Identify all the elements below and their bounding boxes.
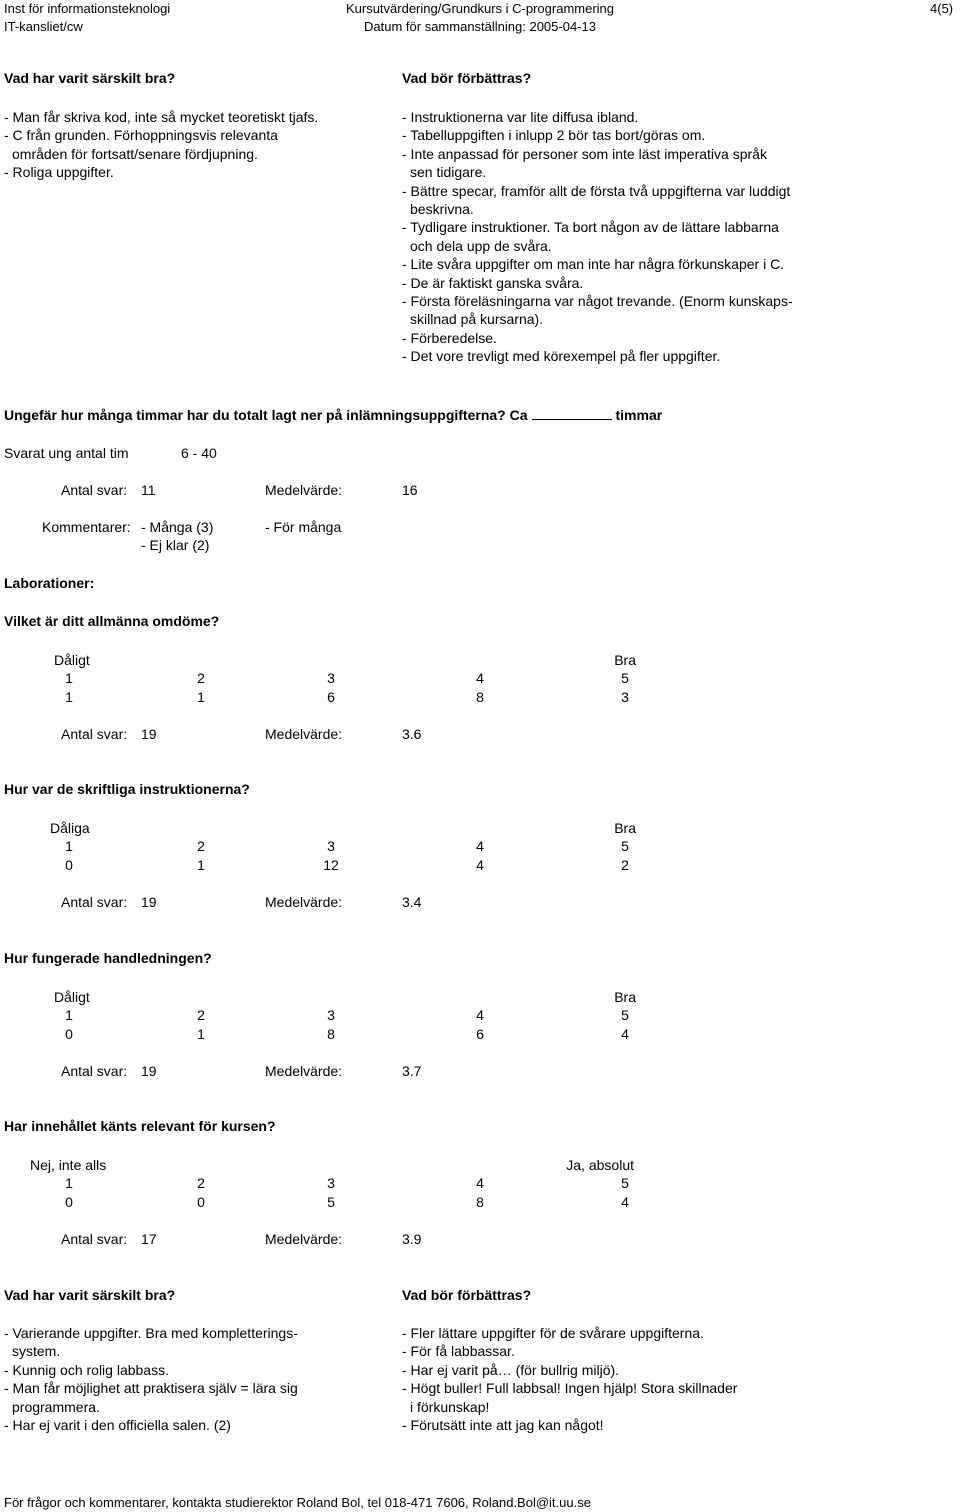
header-org-name: Inst för informationsteknologi bbox=[4, 1, 171, 16]
scale-value: 5 bbox=[621, 838, 629, 854]
section1-improve-list bbox=[402, 108, 793, 365]
scale-value: 4 bbox=[476, 838, 484, 854]
list-item: - Man får möjlighet att praktisera själv = lära sig bbox=[4, 1380, 298, 1397]
hours-question-text: Ungefär hur många timmar har du totalt lagt ner på inlämningsuppgifterna? Ca bbox=[4, 407, 528, 423]
response-count: 6 bbox=[327, 689, 335, 705]
section2-good-heading: Vad har varit särskilt bra? bbox=[4, 1287, 176, 1303]
response-count: 8 bbox=[476, 689, 484, 705]
count-label: Antal svar: bbox=[61, 726, 128, 742]
scale-high-label: Bra bbox=[614, 652, 636, 668]
scale-value: 4 bbox=[476, 670, 484, 686]
header-org bbox=[4, 0, 170, 37]
list-item: - Första föreläsningarna var något trevande. (Enorm kunskaps- bbox=[402, 292, 793, 309]
response-count: 3 bbox=[621, 689, 629, 705]
list-item: - Bättre specar, framför allt de första två uppgifterna var luddigt bbox=[402, 182, 791, 199]
hours-count-value: 11 bbox=[141, 482, 156, 498]
list-item: - Högt buller! Full labbsal! Ingen hjälp! Stora skillnader bbox=[402, 1380, 738, 1397]
list-item: områden för fortsatt/senare fördjupning. bbox=[12, 145, 258, 162]
count-label: Antal svar: bbox=[61, 1231, 128, 1247]
mean-label: Medelvärde: bbox=[265, 1231, 343, 1247]
count-label: Antal svar: bbox=[61, 1063, 128, 1079]
response-count: 0 bbox=[65, 1026, 73, 1042]
comment-item: - Många (3) bbox=[141, 519, 214, 535]
hours-mean-label: Medelvärde: bbox=[265, 482, 343, 498]
scale-low-label: Dåligt bbox=[54, 652, 90, 668]
list-item: - För få labbassar. bbox=[402, 1343, 515, 1360]
rating-question: Har innehållet känts relevant för kursen? bbox=[4, 1118, 276, 1134]
response-count: 0 bbox=[65, 1194, 73, 1210]
hours-comments bbox=[141, 518, 213, 555]
response-count: 8 bbox=[327, 1026, 335, 1042]
scale-high-label: Ja, absolut bbox=[566, 1157, 634, 1173]
list-item: beskrivna. bbox=[410, 200, 474, 217]
response-count: 0 bbox=[197, 1194, 205, 1210]
header-course bbox=[342, 0, 618, 37]
rating-question: Vilket är ditt allmänna omdöme? bbox=[4, 613, 220, 629]
response-count: 4 bbox=[476, 857, 484, 873]
labs-heading: Laborationer: bbox=[4, 575, 95, 591]
response-count: 1 bbox=[65, 689, 73, 705]
response-count: 5 bbox=[327, 1194, 335, 1210]
scale-value: 2 bbox=[197, 670, 205, 686]
scale-value: 5 bbox=[621, 1175, 629, 1191]
response-count: 6 bbox=[476, 1026, 484, 1042]
count-value: 19 bbox=[141, 726, 157, 742]
hours-mean-value: 16 bbox=[402, 482, 418, 498]
list-item: - Lite svåra uppgifter om man inte har några förkunskaper i C. bbox=[402, 256, 785, 273]
scale-value: 4 bbox=[476, 1007, 484, 1023]
rating-question: Hur fungerade handledningen? bbox=[4, 950, 212, 966]
list-item: - Roliga uppgifter. bbox=[4, 164, 114, 181]
header-office: IT-kansliet/cw bbox=[4, 19, 83, 35]
list-item: - Varierande uppgifter. Bra med kompletterings- bbox=[4, 1325, 298, 1341]
mean-label: Medelvärde: bbox=[265, 726, 343, 742]
scale-value: 2 bbox=[197, 838, 205, 854]
response-count: 4 bbox=[621, 1026, 629, 1042]
response-count: 8 bbox=[476, 1194, 484, 1210]
list-item: - Det vore trevligt med körexempel på fler uppgifter. bbox=[402, 348, 721, 365]
hours-comments-label: Kommentarer: bbox=[42, 519, 131, 535]
count-value: 19 bbox=[141, 894, 157, 910]
hours-unit: timmar bbox=[615, 407, 663, 423]
list-item: skillnad på kursarna). bbox=[410, 311, 544, 328]
scale-value: 5 bbox=[621, 670, 629, 686]
count-label: Antal svar: bbox=[61, 894, 128, 910]
list-item: - Instruktionerna var lite diffusa ibland. bbox=[402, 109, 639, 125]
hours-question bbox=[4, 405, 662, 424]
mean-label: Medelvärde: bbox=[265, 1063, 343, 1079]
section1-good-list bbox=[4, 108, 318, 182]
list-item: - Tydligare instruktioner. Ta bort någon av de lättare labbarna bbox=[402, 219, 779, 236]
list-item: och dela upp de svåra. bbox=[410, 237, 552, 254]
section2-improve-heading: Vad bör förbättras? bbox=[402, 1287, 532, 1303]
scale-value: 3 bbox=[327, 1175, 335, 1191]
section2-good-list bbox=[4, 1324, 298, 1434]
mean-label: Medelvärde: bbox=[265, 894, 343, 910]
response-count: 0 bbox=[65, 857, 73, 873]
list-item: programmera. bbox=[12, 1398, 100, 1415]
section2-improve-list bbox=[402, 1324, 737, 1434]
scale-value: 5 bbox=[621, 1007, 629, 1023]
scale-value: 3 bbox=[327, 670, 335, 686]
scale-value: 3 bbox=[327, 838, 335, 854]
scale-value: 1 bbox=[65, 838, 73, 854]
mean-value: 3.6 bbox=[402, 726, 422, 742]
list-item: - Inte anpassad för personer som inte läst imperativa språk bbox=[402, 145, 767, 162]
list-item: - Tabelluppgiften i inlupp 2 bör tas bort/göras om. bbox=[402, 127, 706, 144]
response-count: 2 bbox=[621, 857, 629, 873]
count-value: 19 bbox=[141, 1063, 157, 1079]
scale-low-label: Nej, inte alls bbox=[30, 1157, 107, 1173]
list-item: system. bbox=[12, 1343, 61, 1360]
hours-blank-line bbox=[532, 405, 612, 420]
scale-high-label: Bra bbox=[614, 820, 636, 836]
scale-low-label: Dåligt bbox=[54, 989, 90, 1005]
hours-answer-value: 6 - 40 bbox=[181, 445, 217, 461]
section1-improve-heading: Vad bör förbättras? bbox=[402, 70, 532, 86]
response-count: 12 bbox=[323, 857, 339, 873]
response-count: 4 bbox=[621, 1194, 629, 1210]
list-item: - Har ej varit på… (för bullrig miljö). bbox=[402, 1361, 620, 1378]
response-count: 1 bbox=[197, 689, 205, 705]
section1-good-heading: Vad har varit särskilt bra? bbox=[4, 70, 176, 86]
list-item: - Förutsätt inte att jag kan något! bbox=[402, 1416, 604, 1433]
mean-value: 3.4 bbox=[402, 894, 422, 910]
list-item: - Kunnig och rolig labbass. bbox=[4, 1361, 169, 1378]
response-count: 1 bbox=[197, 857, 205, 873]
hours-count-label: Antal svar: bbox=[61, 482, 128, 498]
hours-answer-label: Svarat ung antal tim bbox=[4, 445, 129, 461]
list-item: - De är faktiskt ganska svåra. bbox=[402, 274, 584, 291]
scale-value: 2 bbox=[197, 1175, 205, 1191]
count-value: 17 bbox=[141, 1231, 157, 1247]
list-item: - C från grunden. Förhoppningsvis relevanta bbox=[4, 127, 278, 144]
scale-value: 3 bbox=[327, 1007, 335, 1023]
comment-item: - Ej klar (2) bbox=[141, 537, 210, 554]
header-date: Datum för sammanställning: 2005-04-13 bbox=[364, 19, 596, 35]
scale-value: 2 bbox=[197, 1007, 205, 1023]
page-number: 4(5) bbox=[930, 1, 954, 16]
list-item: - Har ej varit i den officiella salen. (2) bbox=[4, 1416, 231, 1433]
response-count: 1 bbox=[197, 1026, 205, 1042]
scale-high-label: Bra bbox=[614, 989, 636, 1005]
list-item: - Förberedelse. bbox=[402, 329, 497, 346]
list-item: - Fler lättare uppgifter för de svårare uppgifterna. bbox=[402, 1325, 704, 1341]
header-course-title: Kursutvärdering/Grundkurs i C-programmering bbox=[345, 1, 615, 16]
scale-value: 4 bbox=[476, 1175, 484, 1191]
list-item: i förkunskap! bbox=[410, 1398, 490, 1415]
footer-contact: För frågor och kommentarer, kontakta studierektor Roland Bol, tel 018-471 7606, Roland.Bol@it.uu.se bbox=[4, 1495, 591, 1510]
scale-value: 1 bbox=[65, 1007, 73, 1023]
scale-low-label: Dåliga bbox=[50, 820, 90, 836]
list-item: - Man får skriva kod, inte så mycket teoretiskt tjafs. bbox=[4, 109, 319, 125]
hours-comment-right: - För många bbox=[265, 519, 342, 535]
rating-question: Hur var de skriftliga instruktionerna? bbox=[4, 781, 250, 797]
scale-value: 1 bbox=[65, 670, 73, 686]
scale-value: 1 bbox=[65, 1175, 73, 1191]
mean-value: 3.9 bbox=[402, 1231, 422, 1247]
list-item: sen tidigare. bbox=[410, 164, 487, 181]
mean-value: 3.7 bbox=[402, 1063, 422, 1079]
